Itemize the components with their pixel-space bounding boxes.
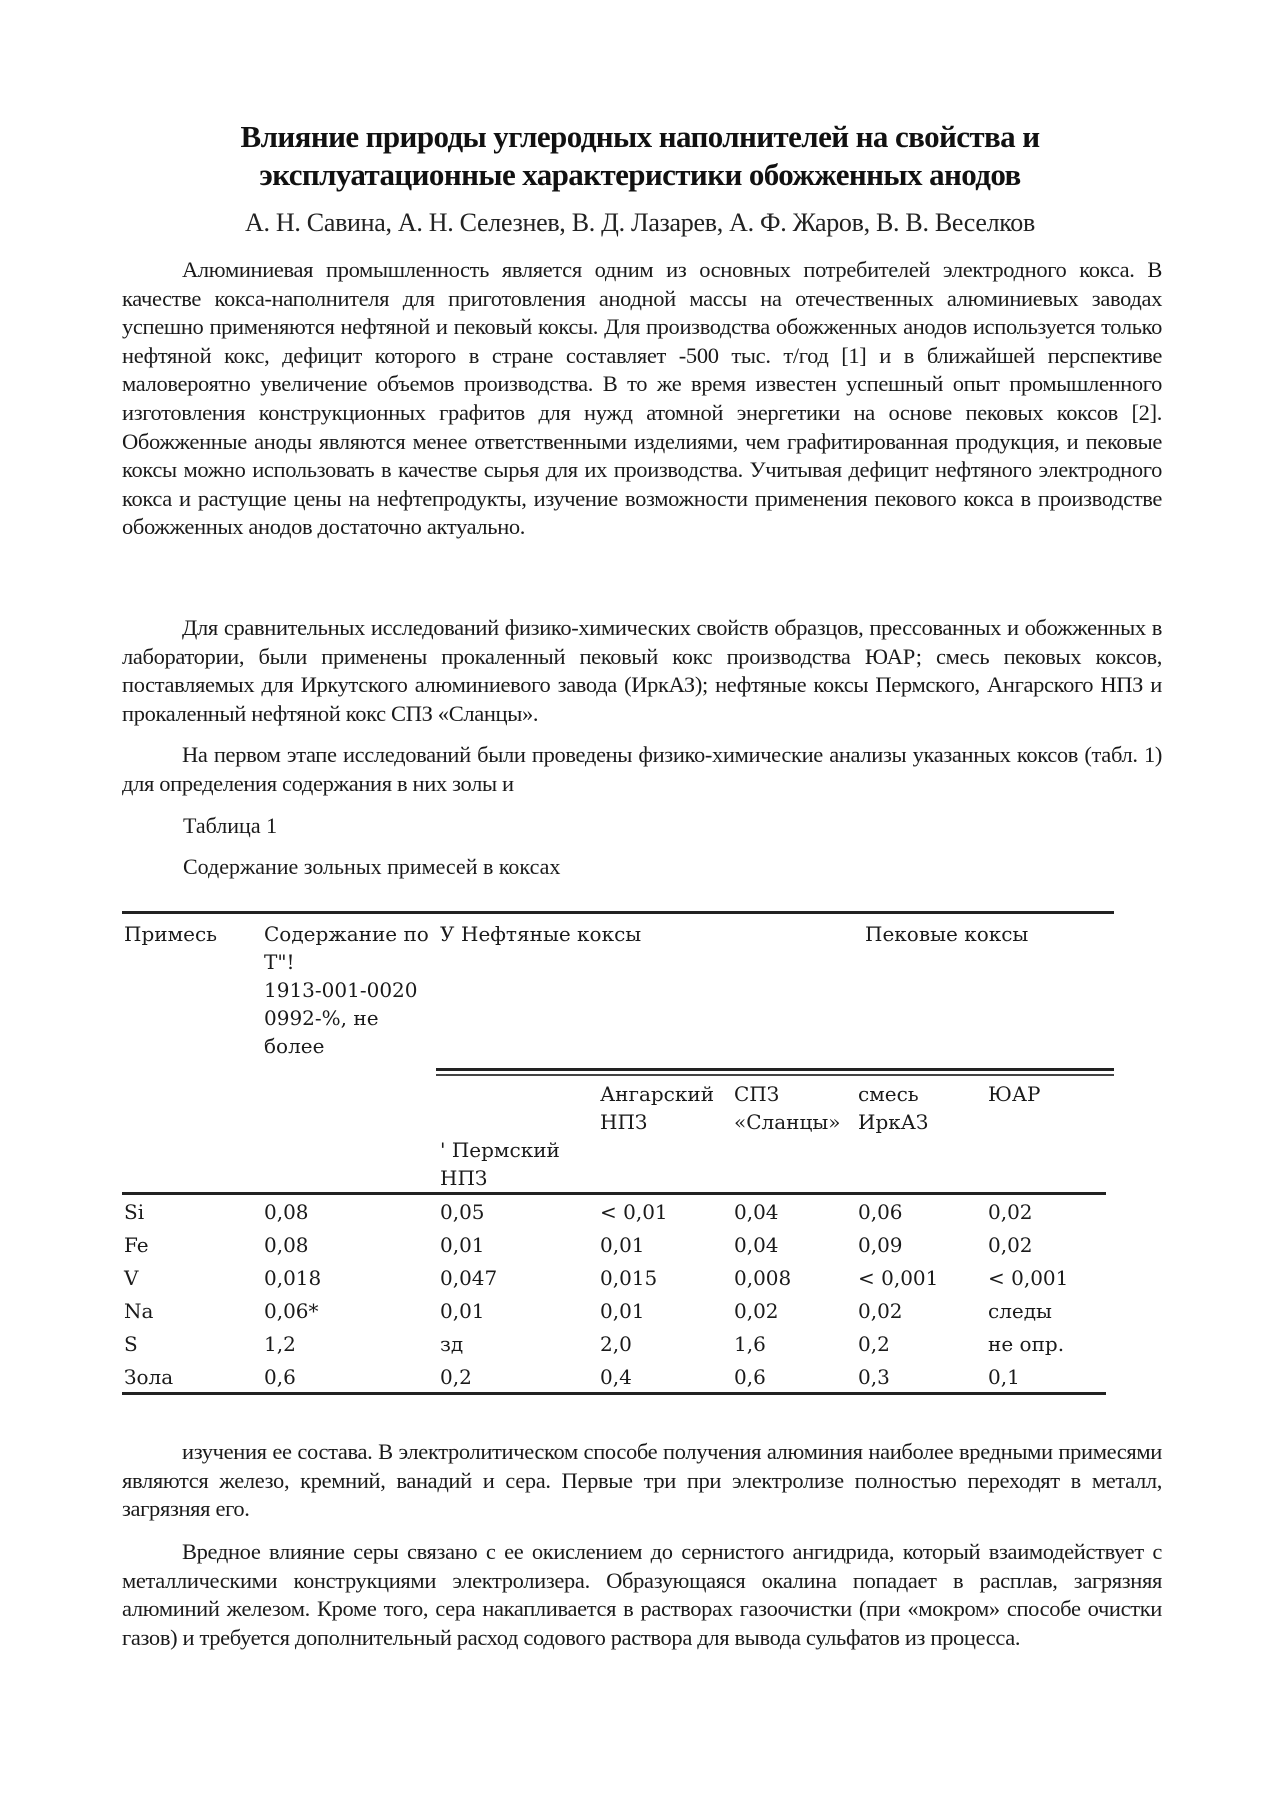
cell-spec: 0,08	[264, 1200, 309, 1224]
cell-perm: 0,047	[440, 1266, 498, 1290]
cell-spec: 0,6	[264, 1365, 296, 1389]
table-caption: Содержание зольных примесей в коксах	[183, 854, 561, 879]
subheader-angarsk-1: Ангарский	[600, 1082, 715, 1106]
cell-irkaz: 0,06	[858, 1200, 903, 1224]
cell-impurity: S	[124, 1332, 138, 1356]
paragraph-first-stage: На первом этапе исследований были проведены физико-химические анализы указанных коксов (табл. 1) для определения содержания в них золы и	[122, 742, 1162, 796]
cell-spec: 1,2	[264, 1332, 296, 1356]
cell-impurity: Si	[124, 1200, 145, 1224]
cell-slantsy: 0,04	[734, 1200, 779, 1224]
cell-perm: зд	[440, 1332, 464, 1356]
cell-slantsy: 0,6	[734, 1365, 766, 1389]
cell-irkaz: 0,3	[858, 1365, 890, 1389]
cell-impurity: Зола	[124, 1365, 174, 1389]
cell-impurity: Fe	[124, 1233, 149, 1257]
cell-irkaz: < 0,001	[858, 1266, 939, 1290]
cell-sa: 0,02	[988, 1200, 1033, 1224]
cell-impurity: V	[124, 1266, 139, 1290]
cell-sa: не опр.	[988, 1332, 1065, 1356]
header-group-pitch: Пековые коксы	[865, 922, 1029, 946]
header-spec-line-3: 1913-001-0020	[264, 978, 418, 1002]
cell-perm: 0,01	[440, 1299, 485, 1323]
subheader-angarsk-2: НПЗ	[600, 1110, 648, 1134]
subheader-perm-1: ' Пермский	[440, 1138, 560, 1162]
cell-sa: < 0,001	[988, 1266, 1069, 1290]
paragraph-materials: Для сравнительных исследований физико-химических свойств образцов, прессованных и обожженных в лаборатории, были применены прокаленный пековый кокс производства ЮАР; смесь пековых коксов, поставляемых для Иркутского алюминиевого завода (ИркАЗ); нефтяные коксы Пермского, Ангарского НПЗ и прокаленный нефтяной кокс СПЗ «Сланцы».	[122, 615, 1162, 726]
authors-line: А. Н. Савина, А. Н. Селезнев, В. Д. Лазарев, А. Ф. Жаров, В. В. Веселков	[245, 208, 1035, 237]
cell-irkaz: 0,02	[858, 1299, 903, 1323]
table-top-rule	[122, 911, 1114, 914]
cell-perm: 0,05	[440, 1200, 485, 1224]
cell-slantsy: 1,6	[734, 1332, 766, 1356]
document-title: Влияние природы углеродных наполнителей на свойства и эксплуатационные характеристики обожженных анодов	[240, 119, 1040, 192]
header-group-petroleum: Нефтяные коксы	[461, 922, 642, 946]
paragraph-sulfur: Вредное влияние серы связано с ее окислением до сернистого ангидрида, который взаимодействует с металлическими конструкциями электролизера. Образующаяся окалина попадает в расплав, загрязняя алюминий железом. Кроме того, сера накапливается в растворах газоочистки (при «мокром» способе очистки газов) и требуется дополнительный расход содового раствора для вывода сульфатов из процесса.	[122, 1539, 1162, 1650]
paragraph-composition: изучения ее состава. В электролитическом способе получения алюминия наиболее вредными примесями являются железо, кремний, ванадий и сера. Первые три при электролизе полностью переходят в металл, загрязняя его.	[122, 1439, 1162, 1522]
cell-slantsy: 0,008	[734, 1266, 792, 1290]
subheader-double-rule	[436, 1068, 1114, 1076]
header-spec-line-1: Содержание по	[264, 922, 429, 946]
cell-slantsy: 0,02	[734, 1299, 779, 1323]
subheader-perm-2: НПЗ	[440, 1166, 488, 1190]
cell-irkaz: 0,09	[858, 1233, 903, 1257]
header-impurity: Примесь	[124, 922, 218, 946]
header-bottom-rule	[122, 1192, 1106, 1195]
subheader-slantsy-1: СПЗ	[734, 1082, 780, 1106]
cell-angarsk: 0,015	[600, 1266, 658, 1290]
cell-perm: 0,01	[440, 1233, 485, 1257]
cell-perm: 0,2	[440, 1365, 472, 1389]
cell-irkaz: 0,2	[858, 1332, 890, 1356]
cell-spec: 0,018	[264, 1266, 322, 1290]
table-bottom-rule	[122, 1392, 1106, 1395]
paragraph-intro: Алюминиевая промышленность является одним из основных потребителей электродного кокса. В качестве кокса-наполнителя для приготовления анодной массы на отечественных алюминиевых заводах успешно применяются нефтяной и пековый коксы. Для производства обожженных анодов используется только нефтяной кокс, дефицит которого в стране составляет -500 тыс. т/год [1] и в ближайшей перспективе маловероятно увеличение объемов производства. В то же время известен успешный опыт промышленного изготовления конструкционных графитов для нужд атомной энергетики на основе пековых коксов [2]. Обожженные аноды являются менее ответственными изделиями, чем графитированная продукция, и пековые коксы можно использовать в качестве сырья для их производства. Учитывая дефицит нефтяного электродного кокса и растущие цены на нефтепродукты, изучение возможности применения пекового кокса в производстве обожженных анодов достаточно актуально.	[122, 257, 1162, 540]
subheader-irkaz-2: ИркАЗ	[858, 1110, 929, 1134]
cell-sa: 0,02	[988, 1233, 1033, 1257]
subheader-irkaz-1: смесь	[858, 1082, 919, 1106]
cell-angarsk: 0,01	[600, 1299, 645, 1323]
cell-impurity: Na	[124, 1299, 154, 1323]
subheader-slantsy-2: «Сланцы»	[734, 1110, 841, 1134]
header-spec-line-4: 0992-%, не	[264, 1006, 379, 1030]
subheader-sa: ЮАР	[988, 1082, 1041, 1106]
cell-spec: 0,08	[264, 1233, 309, 1257]
cell-sa: следы	[988, 1299, 1052, 1323]
cell-angarsk: < 0,01	[600, 1200, 668, 1224]
header-spec-line-2: Т"!	[264, 950, 295, 974]
cell-angarsk: 2,0	[600, 1332, 632, 1356]
header-spec-line-5: более	[264, 1034, 325, 1058]
header-spec-tail: У	[440, 922, 455, 946]
cell-angarsk: 0,4	[600, 1365, 632, 1389]
cell-slantsy: 0,04	[734, 1233, 779, 1257]
cell-spec: 0,06*	[264, 1299, 319, 1323]
cell-sa: 0,1	[988, 1365, 1020, 1389]
table-label: Таблица 1	[183, 813, 278, 838]
cell-angarsk: 0,01	[600, 1233, 645, 1257]
